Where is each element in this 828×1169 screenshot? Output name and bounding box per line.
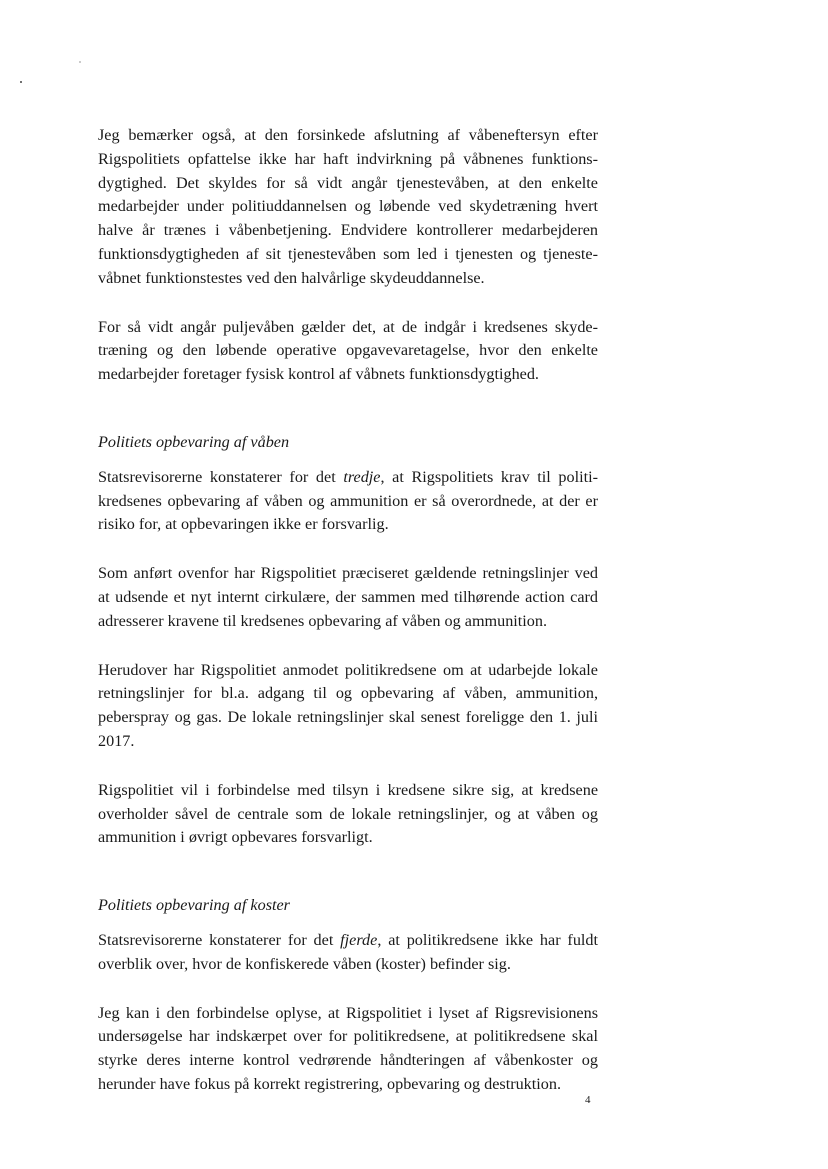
scan-speck [79, 61, 81, 63]
paragraph-local-guidelines: Herudover har Rigspolitiet anmodet politikredsene om at udarbejde lokale retningslinjer for bl.a. adgang til og opbevaring af våben, ammunition, peberspray og gas. De lokale retningslinjer skal senest foreligge den 1. juli 2017. [98, 660, 598, 750]
scan-speck [20, 81, 22, 83]
paragraph-internal-control: Jeg kan i den forbindelse oplyse, at Rigspolitiet i lyset af Rigsrevisionens undersøgelse har indskærpet over for politikredsene, at politikredsene skal styrke deres interne kontrol vedrørende håndteringen af våbenkoster og herunder have fokus på korrekt registrering, opbevaring og destruktion. [98, 1003, 598, 1093]
emphasis-ordinal: tredje [343, 467, 381, 486]
emphasis-ordinal: fjerde [340, 930, 378, 949]
text-run: , at Rigspolitiets krav til politi-kredsenes opbevaring af våben og ammunition er så overordnede, at der er risiko for, at opbevaringen ikke er forsvarlig. [98, 467, 598, 534]
paragraph-fourth-finding [98, 929, 598, 977]
page-number: 4 [585, 1094, 591, 1106]
document-body [98, 124, 598, 1097]
paragraph-third-finding [98, 466, 598, 537]
section-heading-confiscated-storage: Politiets opbevaring af koster [98, 896, 290, 915]
text-run: , at politikredsene ikke har fuldt overblik over, hvor de konfiskerede våben (koster) befinder sig. [98, 930, 598, 973]
text-run: Statsrevisorerne konstaterer for det [98, 467, 344, 486]
paragraph-pool-weapons: For så vidt angår puljevåben gælder det, at de indgår i kredsenes skyde-træning og den løbende operative opgavevaretagelse, hvor den enkelte medarbejder foretager fysisk kontrol af våbnets funktionsdygtighed. [98, 317, 598, 384]
paragraph-supervision: Rigspolitiet vil i forbindelse med tilsyn i kredsene sikre sig, at kredsene overholder såvel de centrale som de lokale retningslinjer, og at våben og ammunition i øvrigt opbevares forsvarligt. [98, 780, 598, 847]
text-run: Statsrevisorerne konstaterer for det [98, 930, 341, 949]
paragraph-new-circular: Som anført ovenfor har Rigspolitiet præciseret gældende retningslinjer ved at udsende et nyt internt cirkulære, der sammen med tilhørende action card adresserer kravene til kredsenes opbevaring af våben og ammunition. [98, 564, 598, 630]
paragraph-weapon-inspection: Jeg bemærker også, at den forsinkede afslutning af våbeneftersyn efter Rigspolitiets opfattelse ikke har haft indvirkning på våbnenes funktions-dygtighed. Det skyldes for så vidt angår tjenestevåben, at den enkelte medarbejder under politiuddannelsen og løbende ved skydetræning hvert halve år trænes i våbenbetjening. Endvidere kontrollerer medarbejderen funktionsdygtigheden af sit tjenestevåben som led i tjenesten og tjeneste-våbnet funktionstestes ved den halvårlige skydeuddannelse. [98, 126, 598, 287]
section-heading-weapon-storage: Politiets opbevaring af våben [98, 432, 290, 451]
